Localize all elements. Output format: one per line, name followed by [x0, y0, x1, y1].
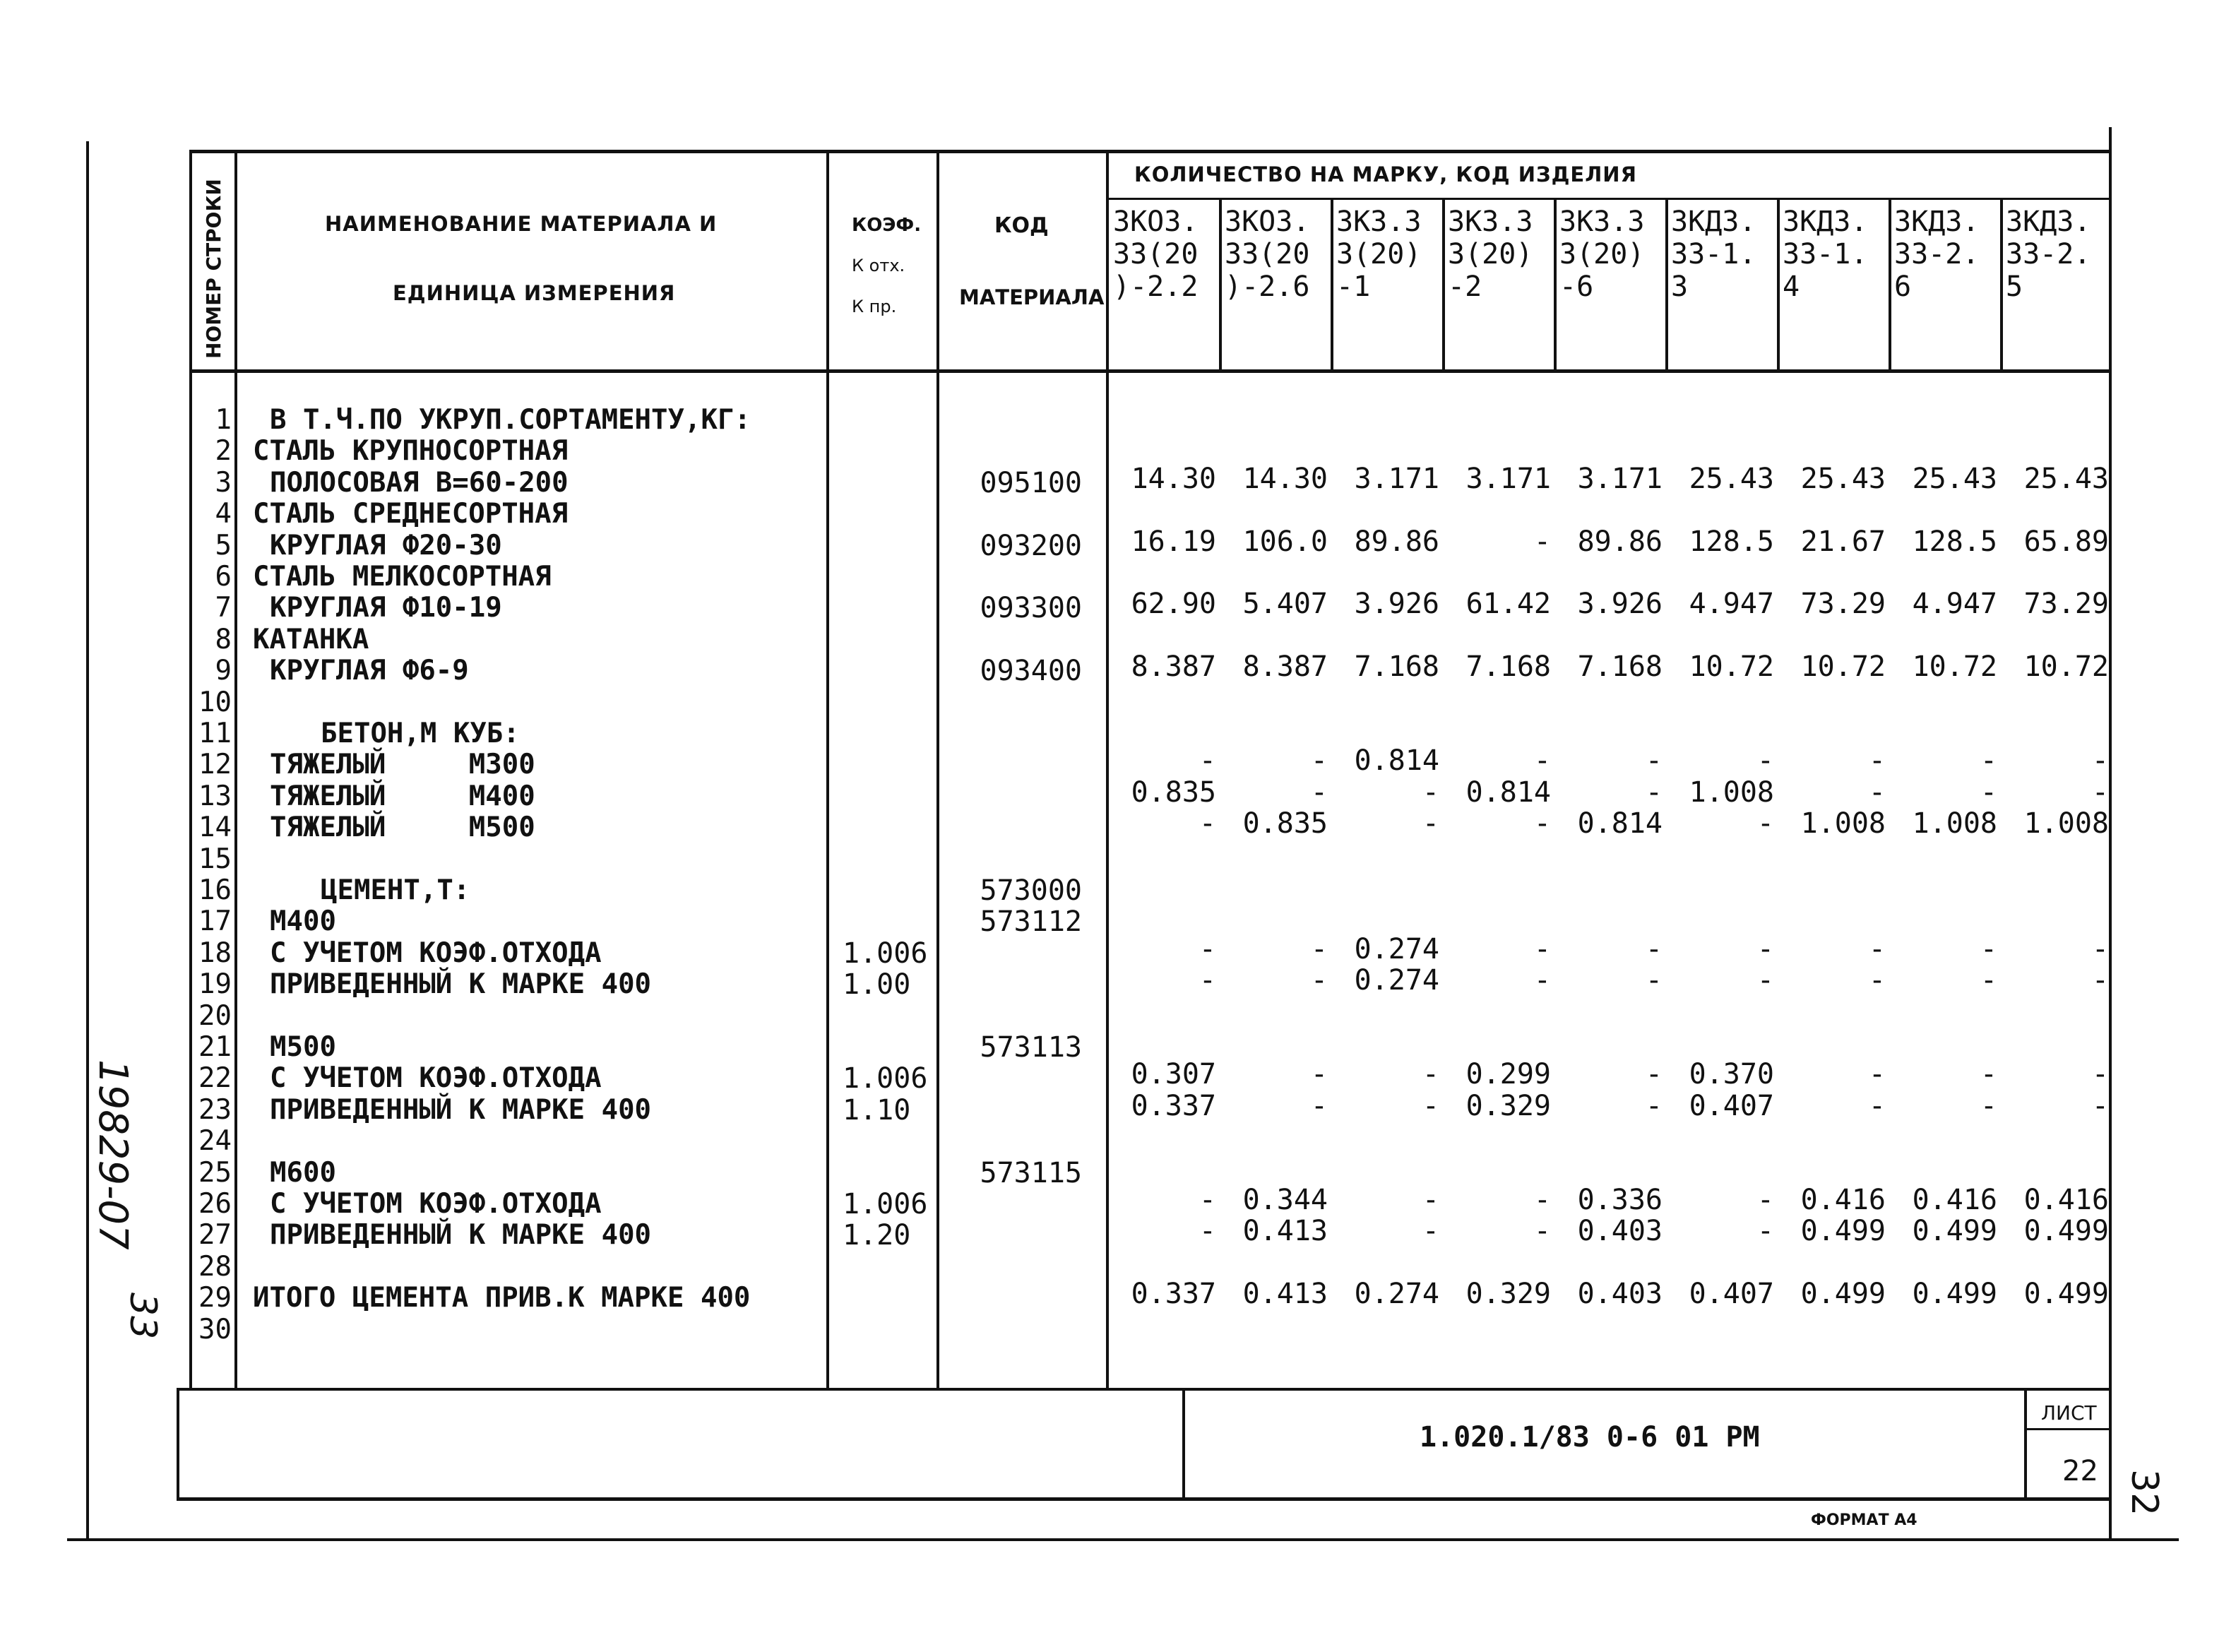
- code-header-2: МАТЕРИАЛА: [959, 285, 1105, 309]
- material-name: ТЯЖЕЛЫЙ М500: [270, 812, 535, 844]
- quantity-cell: 0.499: [1800, 1215, 1886, 1248]
- material-name: С УЧЕТОМ КОЭФ.ОТХОДА: [270, 937, 602, 969]
- quantity-cell: 4.947: [1912, 588, 1997, 621]
- quantity-cell: -: [1645, 1058, 1663, 1091]
- product-header-7-line3: 4: [1783, 271, 1800, 303]
- quantity-cell: -: [1645, 932, 1663, 965]
- quantity-cell: -: [1199, 964, 1216, 997]
- material-name: ПРИВЕДЕННЫЙ К МАРКЕ 400: [270, 968, 652, 1001]
- koef-value: 1.006: [843, 1188, 928, 1220]
- quantity-cell: 7.168: [1465, 650, 1551, 684]
- quantity-cell: 61.42: [1465, 588, 1551, 621]
- koef-value: 1.006: [843, 937, 928, 970]
- quantity-cell: 0.814: [1465, 776, 1551, 809]
- quantity-cell: -: [1310, 964, 1328, 997]
- quantity-cell: 106.0: [1242, 525, 1328, 558]
- material-name: В Т.Ч.ПО УКРУП.СОРТАМЕНТУ,КГ:: [270, 404, 751, 436]
- quantity-cell: -: [1645, 744, 1663, 778]
- quantity-cell: -: [1868, 1089, 1886, 1122]
- material-name-header-1: НАИМЕНОВАНИЕ МАТЕРИАЛА И: [325, 212, 718, 236]
- quantity-cell: 25.43: [1689, 462, 1774, 495]
- product-header-2-line2: 33(20: [1225, 238, 1310, 271]
- quantity-cell: -: [1533, 932, 1551, 965]
- quantity-cell: 1.008: [2023, 807, 2109, 840]
- material-name: БЕТОН,М КУБ:: [321, 718, 520, 749]
- prod-col-border-3: [1442, 199, 1445, 371]
- quantity-cell: -: [1756, 807, 1774, 840]
- quantity-cell: -: [1422, 776, 1439, 809]
- footer-sheet-divider: [2024, 1428, 2112, 1430]
- material-code: 093300: [980, 592, 1082, 625]
- quantity-cell: 128.5: [1689, 525, 1774, 558]
- material-name: КРУГЛАЯ Ф6-9: [270, 655, 469, 687]
- material-name: С УЧЕТОМ КОЭФ.ОТХОДА: [270, 1062, 602, 1095]
- koef-header-1: КОЭФ.: [852, 215, 922, 236]
- material-name: ЦЕМЕНТ,Т:: [321, 874, 470, 906]
- material-code: 573000: [980, 874, 1082, 907]
- quantity-cell: -: [1868, 932, 1886, 965]
- quantity-cell: 5.407: [1242, 588, 1328, 621]
- quantity-cell: 0.337: [1131, 1089, 1216, 1122]
- quantity-cell: -: [1868, 776, 1886, 809]
- quantity-cell: -: [1422, 1184, 1439, 1216]
- quantity-cell: 1.008: [1689, 776, 1774, 809]
- quantity-cell: 0.274: [1354, 1278, 1439, 1311]
- row-number: 30: [198, 1313, 232, 1345]
- product-header-2-line1: 3КО3.: [1225, 206, 1310, 238]
- row-number: 18: [198, 937, 232, 969]
- quantity-cell: -: [2091, 1089, 2109, 1122]
- table-bottom-border: [178, 1388, 2110, 1391]
- quantity-cell: -: [1310, 1089, 1328, 1122]
- row-number: 3: [215, 466, 232, 499]
- quantity-cell: 0.344: [1242, 1184, 1328, 1216]
- material-name: СТАЛЬ СРЕДНЕСОРТНАЯ: [253, 498, 569, 530]
- product-header-1-line1: 3КО3.: [1113, 206, 1199, 238]
- row-number: 24: [198, 1125, 232, 1158]
- sheet-number: 22: [2062, 1455, 2098, 1487]
- col-border-name: [826, 150, 829, 1390]
- quantity-cell: -: [1645, 964, 1663, 997]
- quantity-cell: -: [1980, 744, 1997, 778]
- row-number-header: НОМЕР СТРОКИ: [202, 179, 225, 359]
- quantity-cell: 14.30: [1242, 462, 1328, 495]
- quantity-cell: -: [1422, 1215, 1439, 1248]
- col-border-koef: [936, 150, 939, 1390]
- quantity-cell: 0.413: [1242, 1278, 1328, 1311]
- material-name: СТАЛЬ КРУПНОСОРТНАЯ: [253, 435, 569, 468]
- product-header-8-line3: 6: [1894, 271, 1912, 303]
- quantity-cell: -: [1756, 744, 1774, 778]
- quantity-cell: 0.403: [1577, 1215, 1663, 1248]
- quantity-cell: 0.274: [1354, 932, 1439, 965]
- material-name: М600: [270, 1156, 336, 1189]
- material-code: 573113: [980, 1031, 1082, 1064]
- material-name: ИТОГО ЦЕМЕНТА ПРИВ.К МАРКЕ 400: [253, 1282, 751, 1314]
- material-code: 095100: [980, 466, 1082, 499]
- product-header-5-line2: 3(20): [1559, 238, 1645, 271]
- row-number: 28: [198, 1250, 232, 1283]
- quantity-cell: -: [1980, 1058, 1997, 1091]
- quantity-cell: 0.835: [1242, 807, 1328, 840]
- product-header-6-line1: 3КД3.: [1671, 206, 1756, 238]
- quantity-cell: 3.171: [1465, 462, 1551, 495]
- quantity-cell: 0.336: [1577, 1184, 1663, 1216]
- material-code: 093200: [980, 529, 1082, 562]
- row-number: 10: [198, 686, 232, 718]
- quantity-cell: -: [1199, 1184, 1216, 1216]
- quantity-cell: 0.407: [1689, 1278, 1774, 1311]
- product-header-9-line1: 3КД3.: [2006, 206, 2091, 238]
- product-header-3-line2: 3(20): [1336, 238, 1422, 271]
- product-header-9-line3: 5: [2006, 271, 2023, 303]
- quantity-cell: 0.835: [1131, 776, 1216, 809]
- quantity-cell: 16.19: [1131, 525, 1216, 558]
- prod-col-border-1: [1219, 199, 1222, 371]
- row-number: 1: [215, 404, 232, 436]
- quantity-cell: 0.329: [1465, 1278, 1551, 1311]
- quantity-cell: -: [1422, 807, 1439, 840]
- row-number: 15: [198, 843, 232, 875]
- footer-left-border: [177, 1388, 179, 1501]
- prod-col-border-8: [2000, 199, 2003, 371]
- row-number: 27: [198, 1219, 232, 1252]
- quantity-cell: 128.5: [1912, 525, 1997, 558]
- prod-col-border-5: [1665, 199, 1668, 371]
- quantity-cell: -: [1868, 1058, 1886, 1091]
- footer-doc-border: [1182, 1388, 1185, 1501]
- material-name: ТЯЖЕЛЫЙ М400: [270, 780, 535, 812]
- product-header-3-line3: -1: [1336, 271, 1371, 303]
- page-number-right: 32: [2123, 1469, 2165, 1516]
- quantity-cell: -: [1645, 1089, 1663, 1122]
- quantity-cell: 0.329: [1465, 1089, 1551, 1122]
- quantity-cell: -: [2091, 964, 2109, 997]
- row-number: 11: [198, 718, 232, 749]
- quantity-cell: -: [1756, 932, 1774, 965]
- quantity-cell: 8.387: [1242, 650, 1328, 684]
- row-number: 17: [198, 905, 232, 938]
- material-name: КАТАНКА: [253, 623, 369, 655]
- quantity-cell: 0.416: [1912, 1184, 1997, 1216]
- row-number: 26: [198, 1188, 232, 1220]
- quantity-cell: 25.43: [2023, 462, 2109, 495]
- quantity-cell: 89.86: [1354, 525, 1439, 558]
- row-number: 14: [198, 812, 232, 844]
- quantity-cell: 0.274: [1354, 964, 1439, 997]
- material-name: СТАЛЬ МЕЛКОСОРТНАЯ: [253, 561, 552, 593]
- quantity-cell: -: [2091, 1058, 2109, 1091]
- koef-value: 1.006: [843, 1062, 928, 1095]
- prod-col-border-6: [1777, 199, 1780, 371]
- quantity-cell: -: [1533, 964, 1551, 997]
- material-name: ПРИВЕДЕННЫЙ К МАРКЕ 400: [270, 1219, 652, 1252]
- quantity-cell: -: [2091, 932, 2109, 965]
- quantity-cell: -: [1199, 932, 1216, 965]
- material-name: ТЯЖЕЛЫЙ М300: [270, 749, 535, 781]
- outer-right-border: [2109, 127, 2112, 1540]
- row-number: 21: [198, 1031, 232, 1063]
- quantity-cell: 0.499: [1912, 1215, 1997, 1248]
- row-number: 5: [215, 529, 232, 561]
- quantity-cell: -: [1980, 776, 1997, 809]
- product-header-2-line3: )-2.6: [1225, 271, 1310, 303]
- quantity-cell: -: [1199, 1215, 1216, 1248]
- row-number: 23: [198, 1093, 232, 1126]
- product-header-4-line3: -2: [1448, 271, 1482, 303]
- quantity-cell: 8.387: [1131, 650, 1216, 684]
- product-header-8-line1: 3КД3.: [1894, 206, 1980, 238]
- quantity-cell: 0.499: [1912, 1278, 1997, 1311]
- material-code: 093400: [980, 655, 1082, 688]
- quantity-cell: 21.67: [1800, 525, 1886, 558]
- material-name: С УЧЕТОМ КОЭФ.ОТХОДА: [270, 1188, 602, 1220]
- quantity-cell: 10.72: [1689, 650, 1774, 684]
- product-header-1-line2: 33(20: [1113, 238, 1199, 271]
- quantity-cell: -: [1533, 1215, 1551, 1248]
- material-name: М500: [270, 1031, 336, 1063]
- quantity-header-divider: [1107, 198, 2110, 200]
- quantity-cell: -: [2091, 744, 2109, 778]
- sheet-label: ЛИСТ: [2041, 1401, 2097, 1425]
- quantity-cell: 25.43: [1912, 462, 1997, 495]
- material-code: 573115: [980, 1156, 1082, 1189]
- quantity-cell: 10.72: [1800, 650, 1886, 684]
- quantity-cell: 3.926: [1354, 588, 1439, 621]
- quantity-cell: -: [1422, 1089, 1439, 1122]
- product-header-7-line1: 3КД3.: [1783, 206, 1868, 238]
- quantity-cell: 62.90: [1131, 588, 1216, 621]
- quantity-cell: 3.926: [1577, 588, 1663, 621]
- quantity-cell: 65.89: [2023, 525, 2109, 558]
- prod-col-border-7: [1889, 199, 1891, 371]
- row-number: 7: [215, 592, 232, 624]
- quantity-cell: -: [1756, 1184, 1774, 1216]
- quantity-cell: -: [1756, 1215, 1774, 1248]
- outer-left-border: [86, 141, 89, 1540]
- quantity-cell: 0.403: [1577, 1278, 1663, 1311]
- product-header-7-line2: 33-1.: [1783, 238, 1868, 271]
- code-header-1: КОД: [994, 213, 1049, 238]
- material-name: КРУГЛАЯ Ф10-19: [270, 592, 502, 624]
- quantity-cell: 3.171: [1577, 462, 1663, 495]
- quantity-cell: 1.008: [1800, 807, 1886, 840]
- product-header-6-line2: 33-1.: [1671, 238, 1756, 271]
- quantity-cell: 0.499: [2023, 1278, 2109, 1311]
- row-number: 12: [198, 749, 232, 781]
- quantity-cell: 0.814: [1354, 744, 1439, 778]
- quantity-cell: -: [1199, 807, 1216, 840]
- koef-header-2: К отх.: [852, 256, 905, 275]
- row-number: 19: [198, 968, 232, 1001]
- material-name: ПОЛОСОВАЯ В=60-200: [270, 466, 569, 499]
- koef-value: 1.10: [843, 1093, 911, 1127]
- product-header-5-line1: 3К3.3: [1559, 206, 1645, 238]
- quantity-cell: -: [1980, 932, 1997, 965]
- quantity-cell: 73.29: [2023, 588, 2109, 621]
- prod-col-border-4: [1554, 199, 1557, 371]
- quantity-cell: 0.299: [1465, 1058, 1551, 1091]
- quantity-cell: -: [1533, 807, 1551, 840]
- row-number: 20: [198, 999, 232, 1032]
- quantity-cell: -: [1980, 964, 1997, 997]
- footer-bottom-border: [177, 1497, 2112, 1501]
- quantity-cell: -: [1756, 964, 1774, 997]
- quantity-cell: 0.413: [1242, 1215, 1328, 1248]
- quantity-cell: 0.407: [1689, 1089, 1774, 1122]
- quantity-cell: -: [2091, 776, 2109, 809]
- product-header-1-line3: )-2.2: [1113, 271, 1199, 303]
- quantity-cell: 3.171: [1354, 462, 1439, 495]
- row-number: 29: [198, 1282, 232, 1314]
- quantity-cell: 1.008: [1912, 807, 1997, 840]
- quantity-cell: -: [1310, 744, 1328, 778]
- quantity-cell: -: [1980, 1089, 1997, 1122]
- outer-bottom-border: [67, 1538, 2179, 1541]
- quantity-cell: 0.499: [2023, 1215, 2109, 1248]
- material-name: КРУГЛАЯ Ф20-30: [270, 529, 502, 561]
- quantity-cell: 73.29: [1800, 588, 1886, 621]
- footer-sheet-border: [2024, 1388, 2027, 1501]
- table-top-border: [189, 150, 2112, 153]
- product-header-5-line3: -6: [1559, 271, 1594, 303]
- page-number-left: 33: [121, 1293, 164, 1340]
- quantity-cell: 0.416: [1800, 1184, 1886, 1216]
- material-name: М400: [270, 905, 336, 938]
- prod-col-border-2: [1331, 199, 1333, 371]
- quantity-cell: -: [1310, 932, 1328, 965]
- quantity-cell: 25.43: [1800, 462, 1886, 495]
- material-code: 573112: [980, 905, 1082, 939]
- quantity-cell: 0.337: [1131, 1278, 1216, 1311]
- quantity-cell: 7.168: [1354, 650, 1439, 684]
- material-name-header-2: ЕДИНИЦА ИЗМЕРЕНИЯ: [393, 281, 676, 305]
- product-header-8-line2: 33-2.: [1894, 238, 1980, 271]
- quantity-cell: 4.947: [1689, 588, 1774, 621]
- format-label: ФОРМАТ А4: [1811, 1511, 1917, 1529]
- row-number: 9: [215, 655, 232, 687]
- quantity-cell: 0.416: [2023, 1184, 2109, 1216]
- header-bottom-border: [189, 369, 2112, 373]
- quantity-cell: -: [1645, 776, 1663, 809]
- product-header-4-line1: 3К3.3: [1448, 206, 1533, 238]
- quantity-cell: -: [1533, 744, 1551, 778]
- inventory-number: 19829-07: [90, 1059, 136, 1250]
- quantity-cell: -: [1422, 1058, 1439, 1091]
- product-header-9-line2: 33-2.: [2006, 238, 2091, 271]
- quantity-header: КОЛИЧЕСТВО НА МАРКУ, КОД ИЗДЕЛИЯ: [1134, 162, 1637, 186]
- quantity-cell: 7.168: [1577, 650, 1663, 684]
- quantity-cell: -: [1533, 1184, 1551, 1216]
- quantity-cell: -: [1868, 964, 1886, 997]
- product-header-4-line2: 3(20): [1448, 238, 1533, 271]
- quantity-cell: 0.499: [1800, 1278, 1886, 1311]
- quantity-cell: -: [1310, 1058, 1328, 1091]
- quantity-cell: 10.72: [2023, 650, 2109, 684]
- quantity-cell: -: [1199, 744, 1216, 778]
- quantity-cell: -: [1868, 744, 1886, 778]
- quantity-cell: 0.814: [1577, 807, 1663, 840]
- row-number: 2: [215, 435, 232, 468]
- document-code: 1.020.1/83 0-6 01 РМ: [1420, 1421, 1760, 1454]
- product-header-3-line1: 3К3.3: [1336, 206, 1422, 238]
- koef-header-3: К пр.: [852, 297, 897, 316]
- row-number: 13: [198, 780, 232, 812]
- koef-value: 1.00: [843, 968, 911, 1002]
- quantity-cell: 14.30: [1131, 462, 1216, 495]
- row-number: 6: [215, 561, 232, 593]
- row-number: 16: [198, 874, 232, 906]
- col-border-rownum: [234, 150, 237, 1390]
- row-number: 8: [215, 623, 232, 655]
- quantity-cell: 10.72: [1912, 650, 1997, 684]
- quantity-cell: -: [1310, 776, 1328, 809]
- koef-value: 1.20: [843, 1219, 911, 1252]
- quantity-cell: 89.86: [1577, 525, 1663, 558]
- quantity-cell: 0.307: [1131, 1058, 1216, 1091]
- row-number: 22: [198, 1062, 232, 1095]
- quantity-cell: 0.370: [1689, 1058, 1774, 1091]
- quantity-cell: -: [1533, 525, 1551, 558]
- row-number: 25: [198, 1156, 232, 1189]
- material-name: ПРИВЕДЕННЫЙ К МАРКЕ 400: [270, 1093, 652, 1126]
- product-header-6-line3: 3: [1671, 271, 1689, 303]
- row-number: 4: [215, 498, 232, 530]
